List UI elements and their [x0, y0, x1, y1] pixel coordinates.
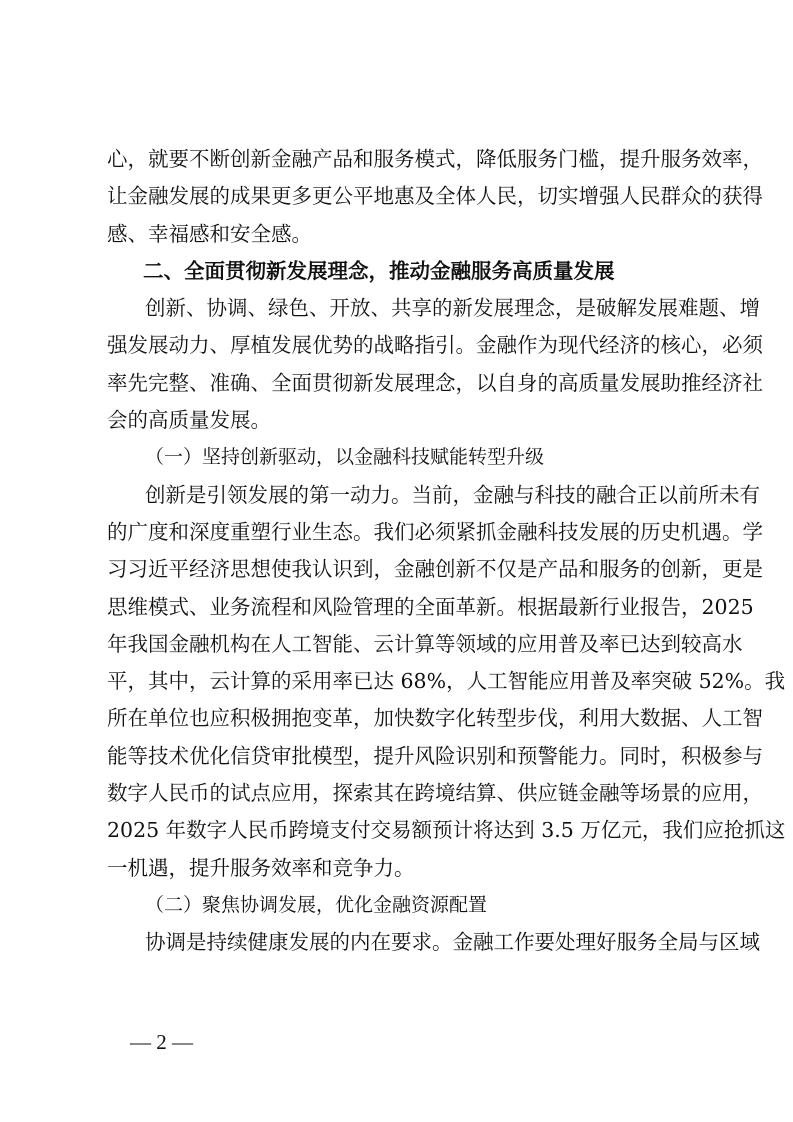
body-line: 创新、协调、绿色、开放、共享的新发展理念，是破解发展难题、增: [145, 296, 760, 321]
subsection-heading: （一）坚持创新驱动，以金融科技赋能转型升级: [145, 446, 545, 469]
body-line: 让金融发展的成果更多更公平地惠及全体人民，切实增强人民群众的获得: [107, 184, 763, 209]
document-body: [107, 141, 786, 962]
body-line: 创新是引领发展的第一动力。当前，金融与科技的融合正以前所未有: [145, 482, 760, 507]
body-line: 一机遇，提升服务效率和竞争力。: [107, 855, 415, 880]
section-heading: 二、全面贯彻新发展理念，推动金融服务高质量发展: [143, 258, 615, 283]
page-number: — 2 —: [130, 1030, 193, 1054]
body-line: 数字人民币的试点应用，探索其在跨境结算、供应链金融等场景的应用，: [107, 781, 763, 806]
body-line: 率先完整、准确、全面贯彻新发展理念，以自身的高质量发展助推经济社: [107, 370, 763, 395]
body-line: 协调是持续健康发展的内在要求。金融工作要处理好服务全局与区域: [145, 930, 760, 955]
body-line: 能等技术优化信贷审批模型，提升风险识别和预警能力。同时，积极参与: [107, 743, 763, 768]
body-line: 强发展动力、厚植发展优势的战略指引。金融作为现代经济的核心，必须: [107, 333, 763, 358]
body-line: 心，就要不断创新金融产品和服务模式，降低服务门槛，提升服务效率，: [107, 147, 763, 171]
body-line: 思维模式、业务流程和风险管理的全面革新。根据最新行业报告，2025: [107, 594, 754, 619]
body-line: 所在单位也应积极拥抱变革，加快数字化转型步伐，利用大数据、人工智: [107, 706, 763, 731]
body-line: 习习近平经济思想使我认识到，金融创新不仅是产品和服务的创新，更是: [107, 557, 763, 582]
body-line: 的广度和深度重塑行业生态。我们必须紧抓金融科技发展的历史机遇。学: [107, 519, 763, 544]
body-line: 会的高质量发展。: [107, 408, 271, 433]
body-line: 2025 年数字人民币跨境支付交易额预计将达到 3.5 万亿元，我们应抢抓这: [107, 818, 786, 843]
body-line: 平，其中，云计算的采用率已达 68%，人工智能应用普及率突破 52%。我: [107, 669, 786, 694]
body-line: 感、幸福感和安全感。: [107, 221, 312, 246]
body-line: 年我国金融机构在人工智能、云计算等领域的应用普及率已达到较高水: [107, 631, 743, 656]
subsection-heading: （二）聚焦协调发展，优化金融资源配置: [145, 893, 488, 916]
